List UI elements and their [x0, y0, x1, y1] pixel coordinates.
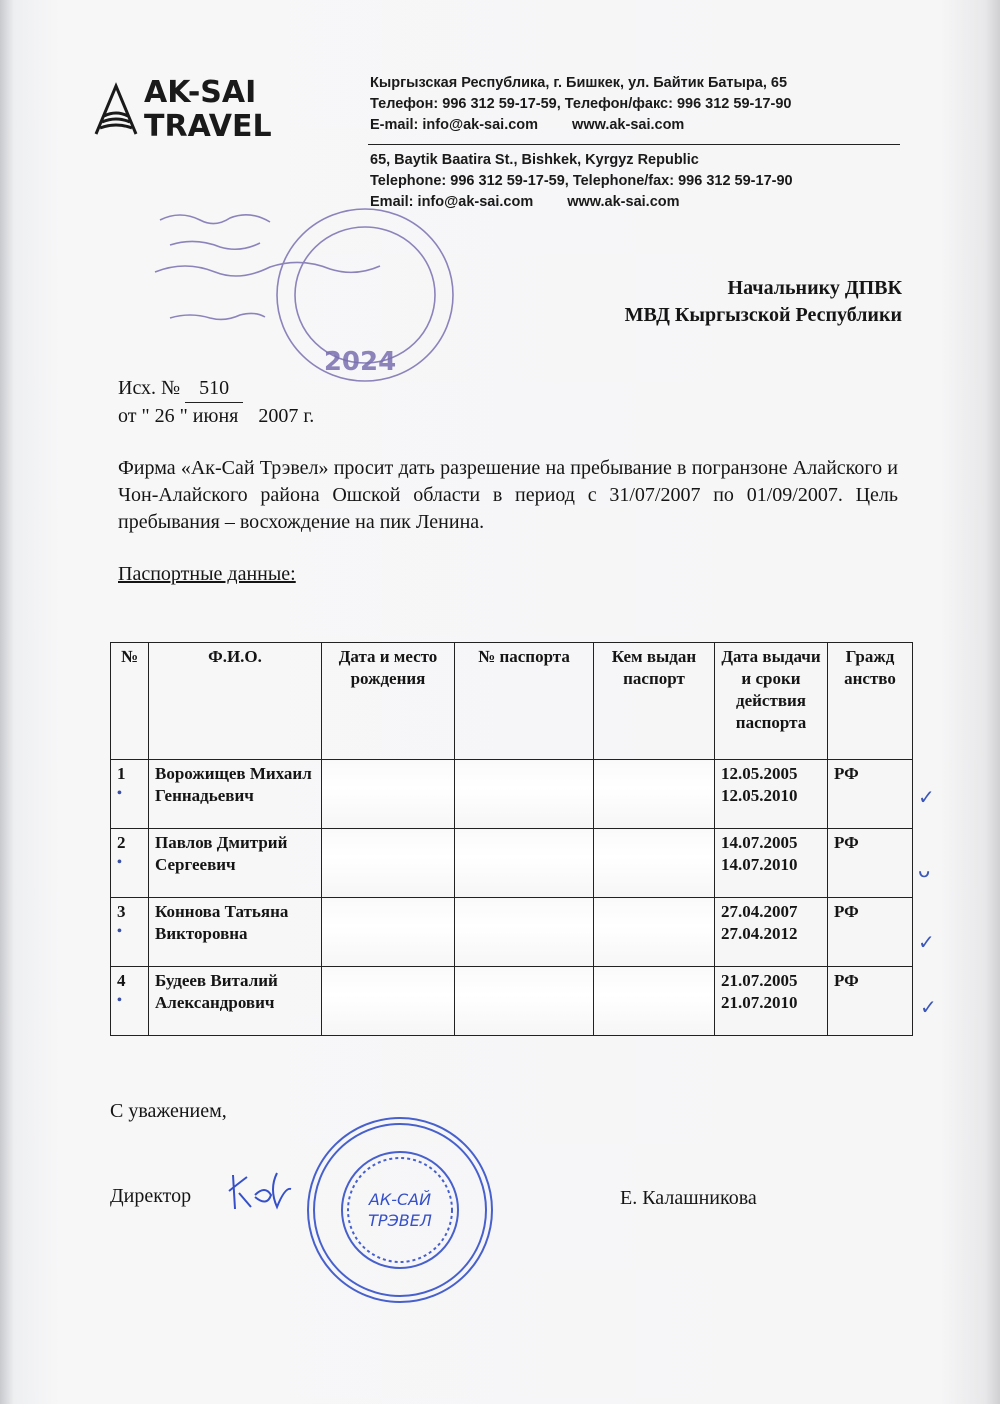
- ref-label: Исх. №: [118, 377, 181, 399]
- row-birth-redacted: [322, 829, 455, 898]
- col-header-num: №: [111, 643, 149, 760]
- regards: С уважением,: [110, 1100, 227, 1122]
- row-num: 2 •: [111, 829, 149, 898]
- passport-table: [110, 642, 913, 1036]
- row-num: 4 •: [111, 967, 149, 1036]
- ref-number-line: [118, 375, 314, 403]
- director-signature: [225, 1165, 305, 1215]
- row-name: Павлов Дмитрий Сергеевич: [149, 829, 322, 898]
- col-header-birth: Дата и место рождения: [322, 643, 455, 760]
- ru-phone: Телефон: 996 312 59-17-59, Телефон/факс: 996 312 59-17-90: [370, 96, 792, 112]
- row-citizenship: РФ: [828, 967, 913, 1036]
- logo-text-top: AK-SAI: [144, 75, 257, 110]
- signatory-position: Директор: [110, 1185, 192, 1207]
- registration-stamp: [150, 200, 470, 390]
- row-num: 1 •: [111, 760, 149, 829]
- logo-text-bottom: TRAVEL: [144, 109, 272, 142]
- row-issuer-redacted: [594, 829, 715, 898]
- row-issuer-redacted: [594, 967, 715, 1036]
- row-passport-redacted: [455, 760, 594, 829]
- row-name: Будеев Виталий Александрович: [149, 967, 322, 1036]
- ru-email: E-mail: info@ak-sai.com: [370, 117, 539, 133]
- row-passport-redacted: [455, 898, 594, 967]
- row-birth-redacted: [322, 898, 455, 967]
- stamp-company-name: АК-САЙ: [368, 1190, 432, 1209]
- stamp-year: 2024: [323, 347, 397, 377]
- row-birth-redacted: [322, 967, 455, 1036]
- en-email: Email: info@ak-sai.com: [370, 194, 534, 210]
- en-site: www.ak-sai.com: [567, 194, 680, 210]
- en-phone: Telephone: 996 312 59-17-59, Telephone/fax: 996 312 59-17-90: [370, 173, 793, 189]
- row-citizenship: РФ: [828, 829, 913, 898]
- ru-contacts: [370, 115, 791, 136]
- ref-date: от " 26 " июня: [118, 405, 239, 427]
- row-name: Коннова Татьяна Викторовна: [149, 898, 322, 967]
- row-birth-redacted: [322, 760, 455, 829]
- table-row: [111, 967, 913, 1036]
- ru-address: Кыргызская Республика, г. Бишкек, ул. Байтик Батыра, 65: [370, 75, 788, 91]
- outgoing-reference: [118, 375, 314, 430]
- col-header-citizenship: Гражд анство: [828, 643, 913, 760]
- check-mark-icon: ᴗ: [918, 858, 931, 882]
- col-header-validity: Дата выдачи и сроки действия паспорта: [715, 643, 828, 760]
- ref-year: 2007 г.: [258, 405, 315, 427]
- addressee-line-1: Начальнику ДПВК: [727, 277, 902, 299]
- row-num: 3 •: [111, 898, 149, 967]
- en-address: 65, Baytik Baatira St., Bishkek, Kyrgyz Republic: [370, 152, 699, 168]
- col-header-issued-by: Кем выдан паспорт: [594, 643, 715, 760]
- table-row: [111, 829, 913, 898]
- check-mark-icon: ✓: [920, 995, 937, 1019]
- header-divider: [368, 144, 900, 145]
- row-issuer-redacted: [594, 898, 715, 967]
- addressee: [625, 275, 902, 329]
- row-name: Ворожищев Михаил Геннадьевич: [149, 760, 322, 829]
- request-text: Фирма «Ак-Сай Трэвел» просит дать разрешение на пребывание в погранзоне Алайского и Чон-Алайского района Ошской области в период с 31/07/2007 по 01/09/2007. Цель пребывания – восхождение на пик Ленина.: [118, 457, 898, 533]
- row-citizenship: РФ: [828, 760, 913, 829]
- check-mark-icon: ✓: [918, 930, 935, 954]
- row-validity: 27.04.2007 27.04.2012: [715, 898, 828, 967]
- row-passport-redacted: [455, 967, 594, 1036]
- header-ru: [370, 73, 791, 136]
- check-mark-icon: ✓: [918, 785, 935, 809]
- stamp-company-name-2: ТРЭВЕЛ: [368, 1211, 432, 1230]
- table-header-row: [111, 643, 913, 760]
- col-header-passport-no: № паспорта: [455, 643, 594, 760]
- passport-heading: Паспортные данные:: [118, 563, 296, 585]
- ru-site: www.ak-sai.com: [572, 117, 685, 133]
- table-row: [111, 898, 913, 967]
- addressee-line-2: МВД Кыргызской Республики: [624, 304, 902, 326]
- ref-date-line: [118, 403, 314, 430]
- row-citizenship: РФ: [828, 898, 913, 967]
- table-row: [111, 760, 913, 829]
- row-passport-redacted: [455, 829, 594, 898]
- row-validity: 12.05.2005 12.05.2010: [715, 760, 828, 829]
- row-validity: 21.07.2005 21.07.2010: [715, 967, 828, 1036]
- company-logo: [92, 72, 302, 142]
- signatory-name: Е. Калашникова: [620, 1187, 757, 1209]
- col-header-name: Ф.И.О.: [149, 643, 322, 760]
- row-issuer-redacted: [594, 760, 715, 829]
- ref-number: 510: [185, 375, 243, 403]
- row-validity: 14.07.2005 14.07.2010: [715, 829, 828, 898]
- company-stamp: [300, 1110, 500, 1310]
